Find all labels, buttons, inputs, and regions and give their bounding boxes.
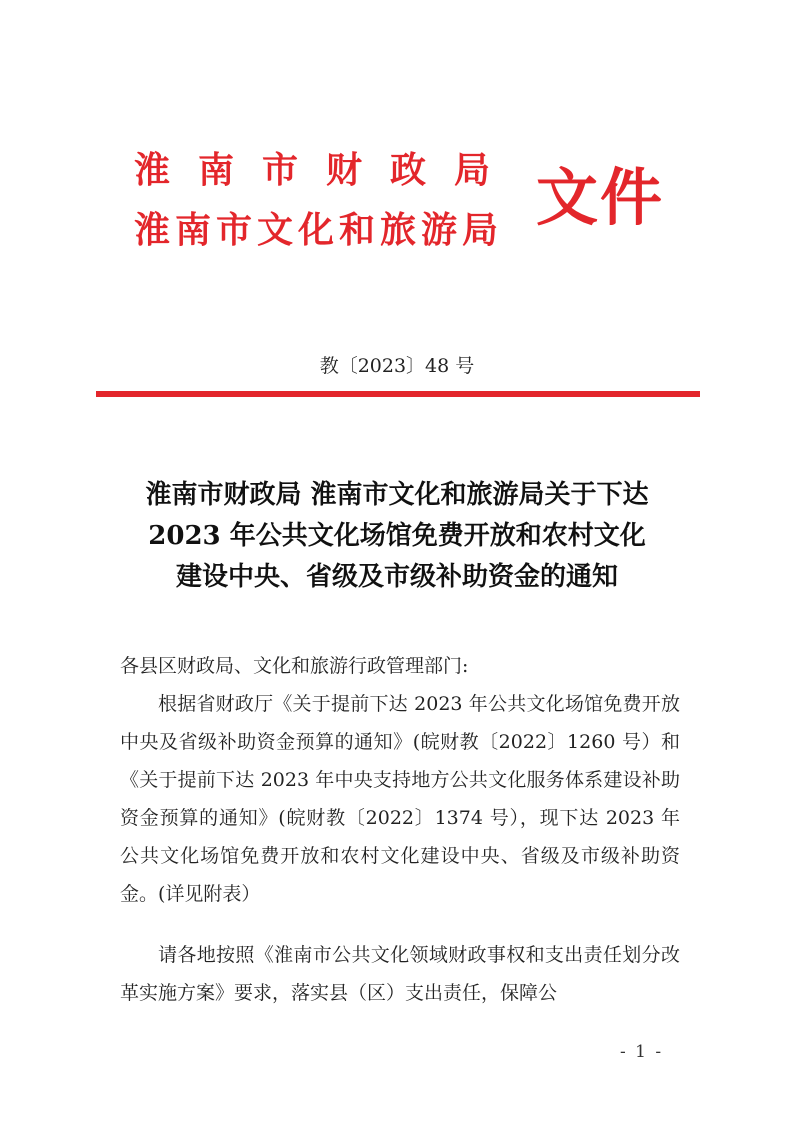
title-line-3: 建设中央、省级及市级补助资金的通知 xyxy=(175,562,618,592)
red-separator-rule xyxy=(96,391,700,397)
title-line-1: 淮南市财政局 淮南市文化和旅游局关于下达 xyxy=(145,480,649,510)
issuer-finance-bureau: 淮南市财政局 xyxy=(134,149,519,191)
title-line-2: 2023 年公共文化场馆免费开放和农村文化 xyxy=(148,521,646,551)
document-type-label: 文件 xyxy=(536,161,665,234)
body-paragraph-2: 请各地按照《淮南市公共文化领域财政事权和支出责任划分改革实施方案》要求，落实县（区）支出责任，保障公 xyxy=(120,944,680,1004)
issuer-culture-tourism-bureau: 淮南市文化和旅游局 xyxy=(134,209,504,251)
page-number: - 1 - xyxy=(620,1042,664,1062)
body-paragraph-1: 根据省财政厅《关于提前下达 2023 年公共文化场馆免费开放中央及省级补助资金预算的通知》(皖财教〔2022〕1260 号）和《关于提前下达 2023 年中央支持地方公共文化服务体系建设补助资金预算的通知》(皖财教〔2022〕1374 号），现下达 2023 年公共文化场馆免费开放和农村文化建设中央、省级及市级补助资金。(详见附表） xyxy=(120,693,680,905)
salutation: 各县区财政局、文化和旅游行政管理部门: xyxy=(120,655,469,677)
document-number: 教〔2023〕48 号 xyxy=(319,355,475,377)
document-title xyxy=(40,475,754,598)
